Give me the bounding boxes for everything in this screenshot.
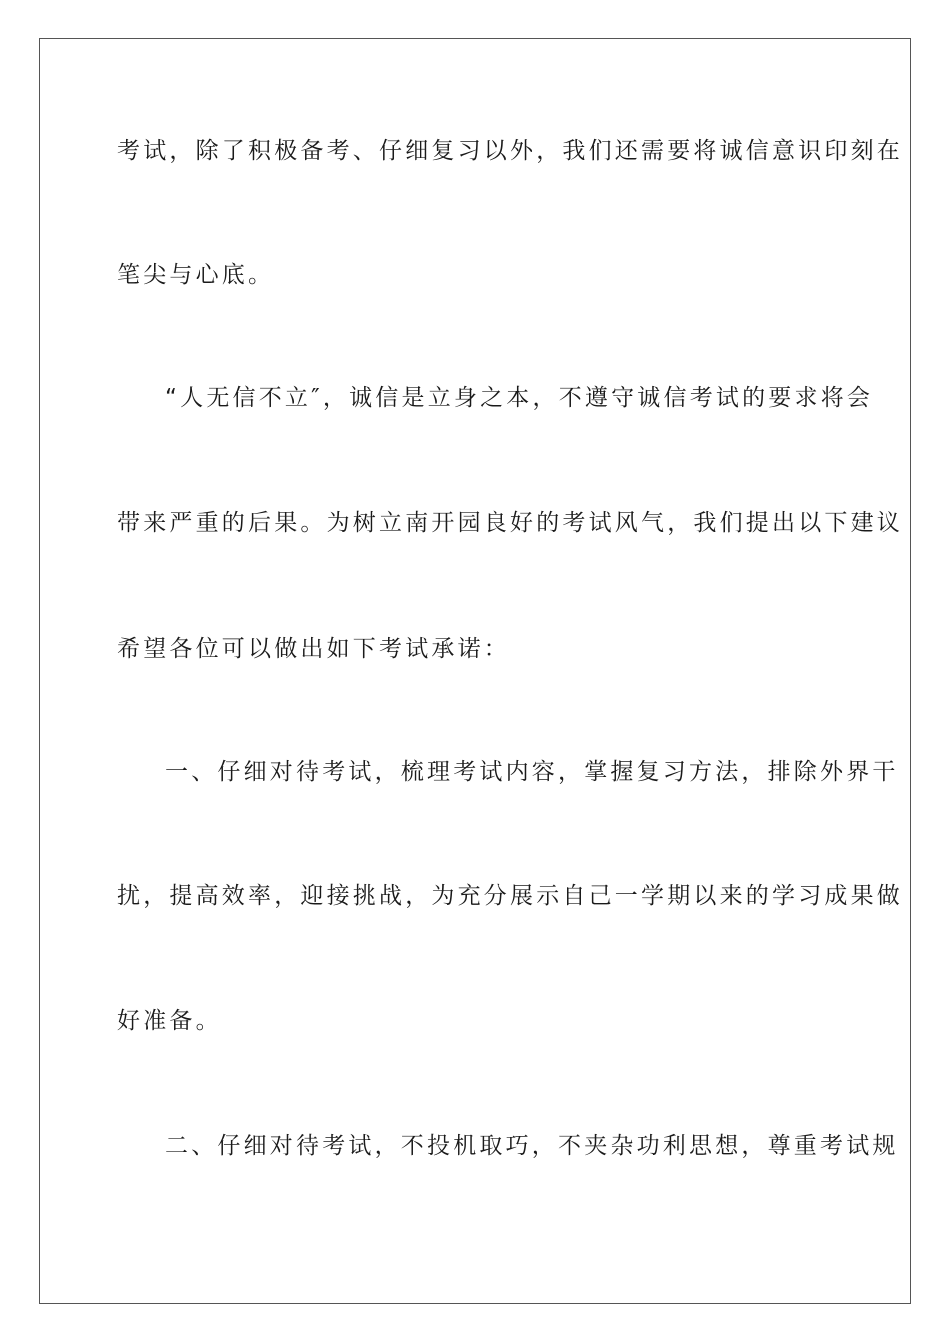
paragraph-line: 扰，提高效率，迎接挑战，为充分展示自己一学期以来的学习成果做 <box>117 883 903 909</box>
page-border <box>39 38 911 1304</box>
paragraph-line: 考试，除了积极备考、仔细复习以外，我们还需要将诚信意识印刻在 <box>117 138 903 164</box>
paragraph-line: 二、仔细对待考试，不投机取巧，不夹杂功利思想，尊重考试规 <box>165 1133 899 1159</box>
paragraph-line: 一、仔细对待考试，梳理考试内容，掌握复习方法，排除外界干 <box>165 759 899 785</box>
paragraph-line: “人无信不立″，诚信是立身之本，不遵守诚信考试的要求将会 <box>165 385 874 411</box>
paragraph-line: 笔尖与心底。 <box>117 262 275 288</box>
paragraph-line: 希望各位可以做出如下考试承诺： <box>117 636 510 662</box>
paragraph-line: 好准备。 <box>117 1008 222 1034</box>
paragraph-line: 带来严重的后果。为树立南开园良好的考试风气，我们提出以下建议 <box>117 510 903 536</box>
